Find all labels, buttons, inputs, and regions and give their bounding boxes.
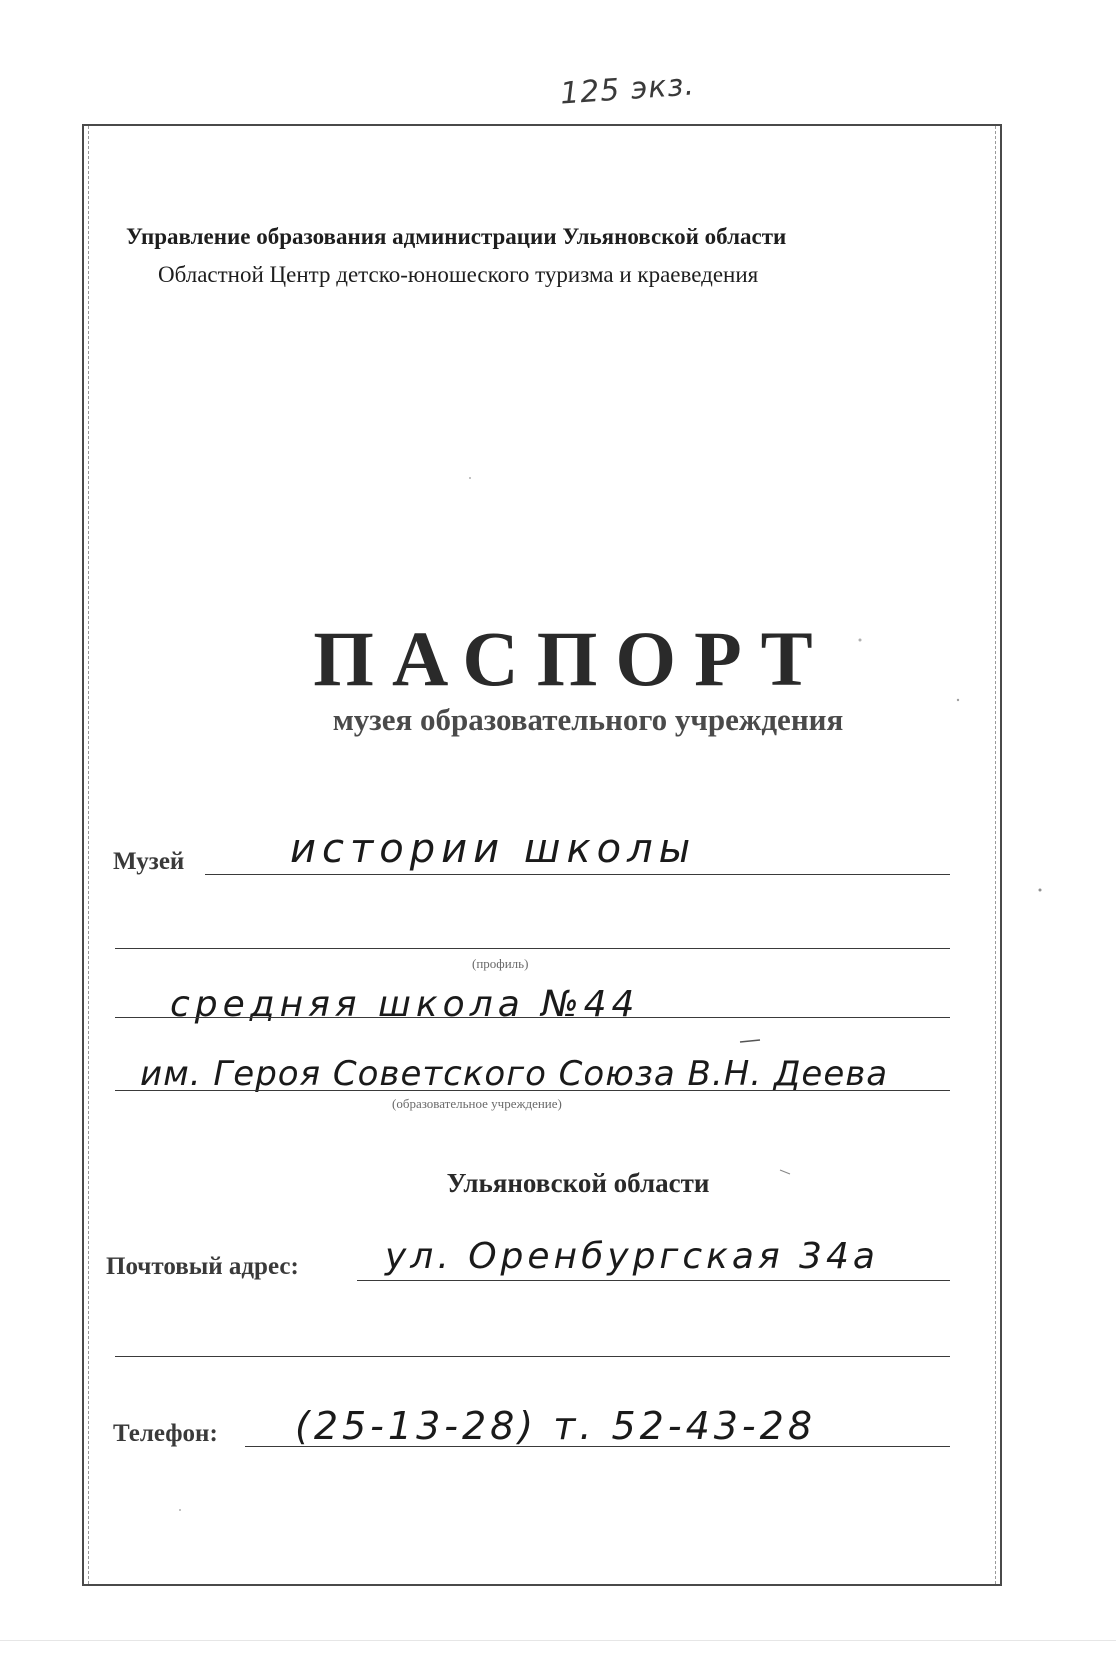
- institution-line1: средняя школа №44: [170, 984, 640, 1025]
- museum-label: Музей: [113, 848, 185, 875]
- institution-caption: (образовательное учреждение): [392, 1096, 562, 1111]
- document-title: ПАСПОРТ: [313, 615, 831, 702]
- handwritten-copy-count: 125 экз.: [558, 67, 696, 112]
- address-label: Почтовый адрес:: [106, 1253, 299, 1280]
- region-text: Ульяновской области: [446, 1168, 710, 1198]
- page-edge: [0, 1640, 1116, 1641]
- header-authority: Управление образования администрации Ульяновской области: [126, 224, 787, 249]
- museum-line: [205, 874, 950, 875]
- phone-value: (25-13-28) т. 52-43-28: [295, 1404, 816, 1448]
- institution-line2-rule: [115, 1090, 950, 1091]
- profile-line: [115, 948, 950, 949]
- header-center: Областной Центр детско-юношеского туризма и краеведения: [158, 262, 759, 287]
- museum-value: истории школы: [290, 826, 697, 872]
- address-line: [357, 1280, 950, 1281]
- institution-line2: им. Героя Советского Союза В.Н. Деева: [140, 1054, 889, 1094]
- institution-line1-rule: [115, 1017, 950, 1018]
- profile-caption: (профиль): [472, 956, 529, 971]
- document-subtitle: музея образовательного учреждения: [332, 702, 844, 737]
- phone-label: Телефон:: [113, 1420, 218, 1447]
- address-value: ул. Оренбургская 34а: [385, 1236, 879, 1277]
- address-line2: [115, 1356, 950, 1357]
